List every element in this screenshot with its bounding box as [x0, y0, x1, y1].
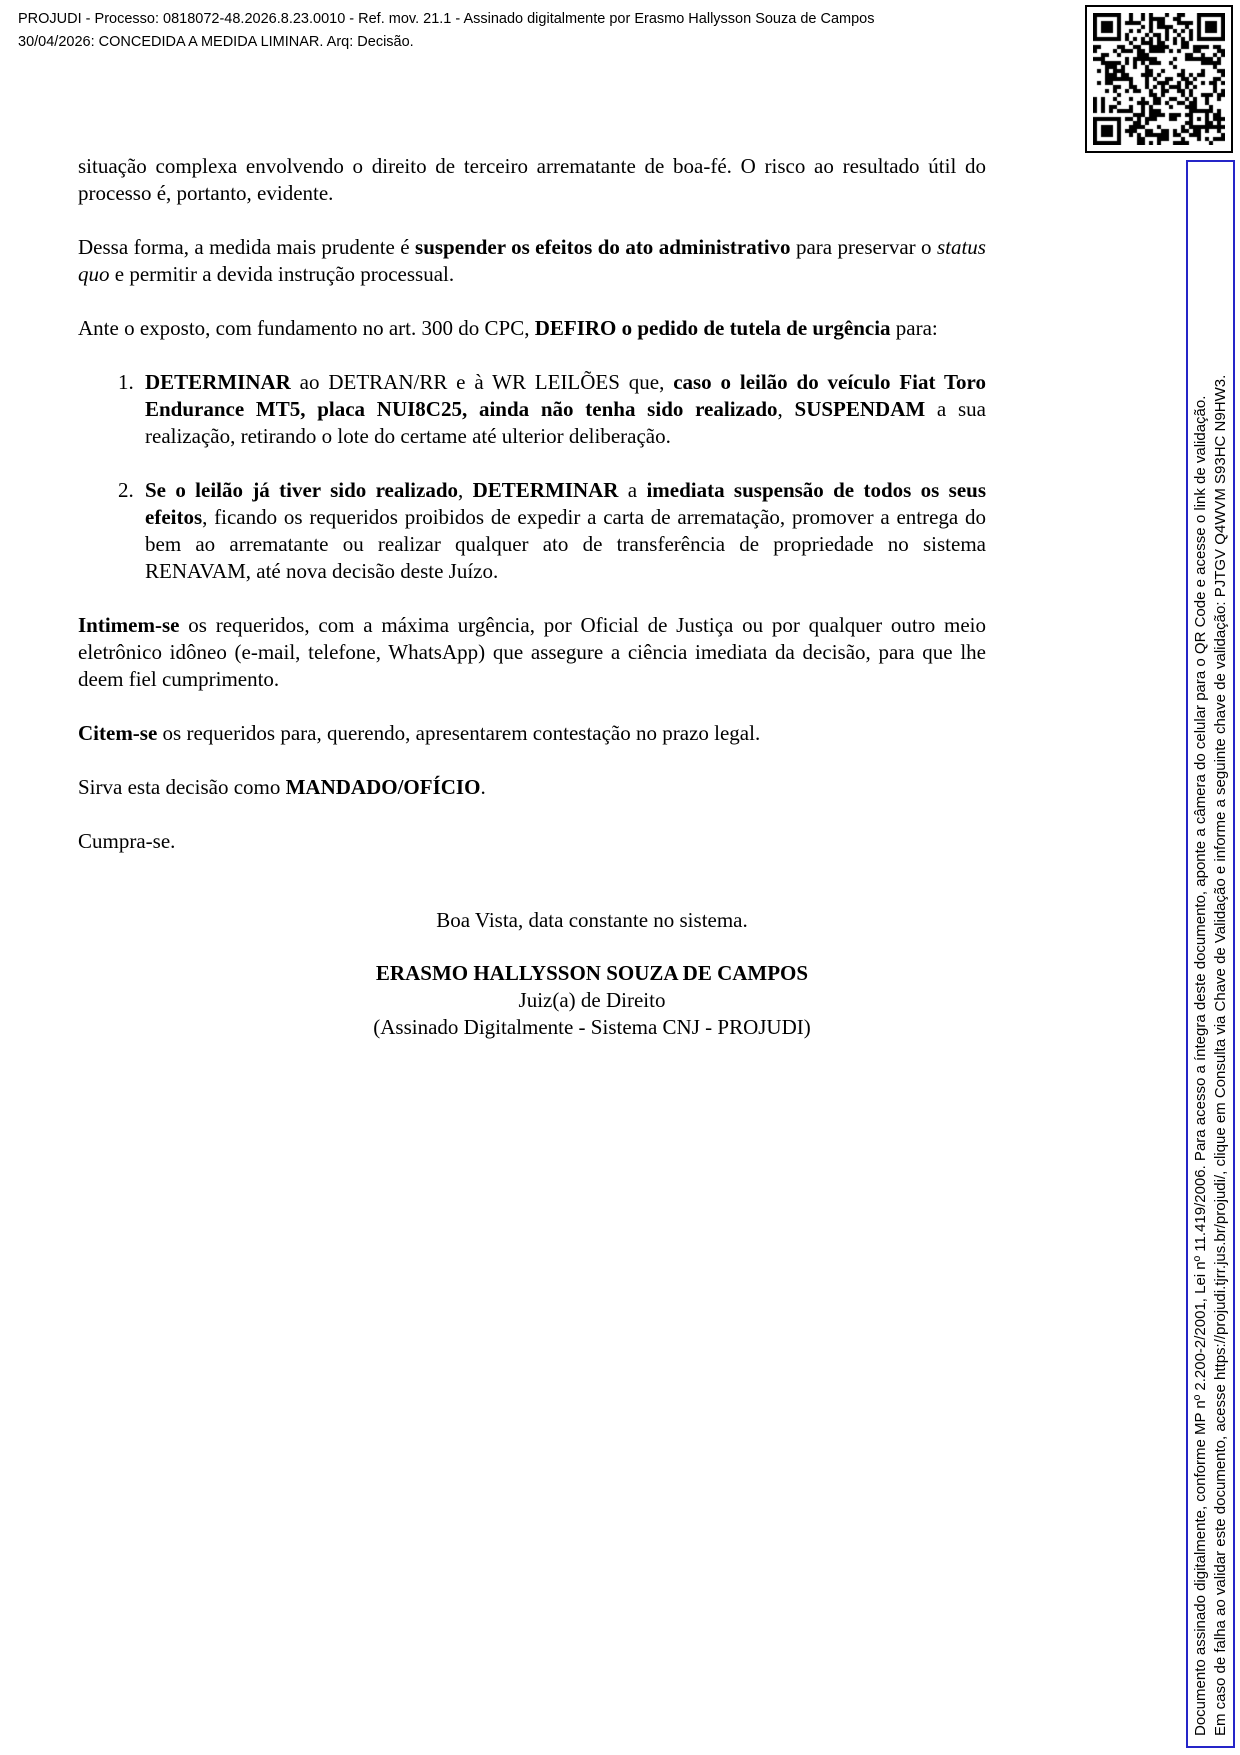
para-dessa-forma: Dessa forma, a medida mais prudente é suspender os efeitos do ato administrativo para preservar o status quo e permitir a devida instrução processual.: [78, 235, 986, 286]
validation-sidebar-text: [1188, 162, 1233, 1746]
para-ante-exposto: Ante o exposto, com fundamento no art. 300 do CPC, DEFIRO o pedido de tutela de urgência para:: [78, 316, 938, 340]
sig-role: Juiz(a) de Direito: [518, 988, 666, 1012]
list-item-1: 1. DETERMINAR ao DETRAN/RR e à WR LEILÕES que, caso o leilão do veículo Fiat Toro Endurance MT5, placa NUI8C25, ainda não tenha sido realizado, SUSPENDAM a sua realização, retirando o lote do certame até ulterior deliberação.: [118, 370, 986, 448]
header-line-1: PROJUDI - Processo: 0818072-48.2026.8.23.0010 - Ref. mov. 21.1 - Assinado digitalmente por Erasmo Hallysson Souza de Campos: [18, 11, 875, 27]
para-sirva: Sirva esta decisão como MANDADO/OFÍCIO.: [78, 775, 486, 799]
qr-code-icon: [1093, 13, 1225, 145]
header-info: [18, 8, 948, 54]
para-citem: Citem-se os requeridos para, querendo, apresentarem contestação no prazo legal.: [78, 721, 761, 745]
header-line-2: 30/04/2026: CONCEDIDA A MEDIDA LIMINAR. Arq: Decisão.: [18, 34, 414, 50]
list-item-2: 2. Se o leilão já tiver sido realizado, DETERMINAR a imediata suspensão de todos os seus efeitos, ficando os requeridos proibidos de expedir a carta de arrematação, promover a entrega do bem ao arrematante ou realizar qualquer ato de transferência de propriedade no sistema RENAVAM, até nova decisão deste Juízo.: [118, 478, 986, 583]
list-number: 1.: [118, 370, 134, 394]
list-number: 2.: [118, 478, 134, 502]
para-risco: situação complexa envolvendo o direito de terceiro arrematante de boa-fé. O risco ao resultado útil do processo é, portanto, evidente.: [78, 154, 986, 205]
validation-text-line-2: Em caso de falha ao validar este documento, acesse https://projudi.tjrr.jus.br/projudi/, clique em Consulta via Chave de Validação e informe a seguinte chave de validação: PJTGV Q4WVM S93HC N9HW3.: [1212, 374, 1229, 1736]
validation-sidebar: [1186, 160, 1235, 1748]
validation-text-line-1: Documento assinado digitalmente, conforme MP nº 2.200-2/2001, Lei nº 11.419/2006. Para acesso a íntegra deste documento, aponte a câmera do celular para o QR Code e acesse o link de validação.: [1192, 395, 1209, 1736]
decision-text: [78, 153, 986, 1041]
para-cumpra: Cumpra-se.: [78, 829, 176, 853]
sig-system: (Assinado Digitalmente - Sistema CNJ - PROJUDI): [373, 1015, 811, 1039]
qr-frame: [1085, 5, 1233, 153]
sig-city: Boa Vista, data constante no sistema.: [436, 908, 748, 932]
sig-name: ERASMO HALLYSSON SOUZA DE CAMPOS: [375, 961, 809, 985]
para-intimem: Intimem-se os requeridos, com a máxima urgência, por Oficial de Justiça ou por qualquer outro meio eletrônico idôneo (e-mail, telefone, WhatsApp) que assegure a ciência imediata da decisão, para que lhe deem fiel cumprimento.: [78, 613, 986, 691]
